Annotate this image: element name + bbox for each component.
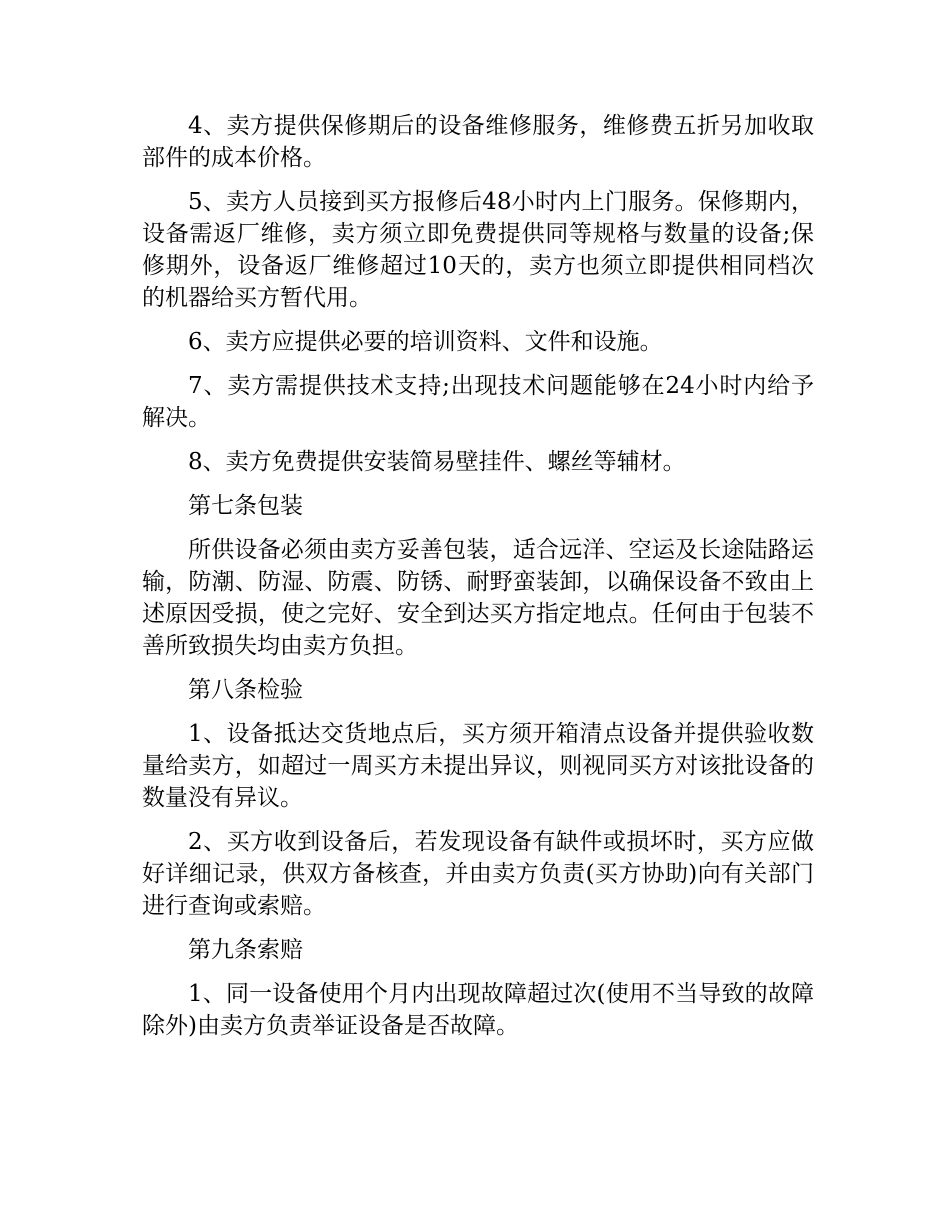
clause-8-installation-accessories: 8、卖方免费提供安装简易壁挂件、螺丝等辅材。 (188, 449, 686, 475)
clause-5-onsite-service: 5、卖方人员接到买方报修后48小时内上门服务。保修期内，设备需返厂维修，卖方须立即免费提供同等规格与数量的设备;保修期外，设备返厂维修超过10天的，卖方也须立即提供相同档次的机器给买方暂代用。 (142, 189, 814, 311)
article-7-heading: 第七条包装 (188, 493, 303, 519)
article-9-heading: 第九条索赔 (188, 937, 303, 963)
article-8-heading: 第八条检验 (188, 677, 303, 703)
document-page (142, 110, 814, 1054)
article-7-packaging-text: 所供设备必须由卖方妥善包装，适合远洋、空运及长途陆路运输，防潮、防湿、防震、防锈、耐野蛮装卸，以确保设备不致由上述原因受损，使之完好、安全到达买方指定地点。任何由于包装不善所致损失均由卖方负担。 (142, 537, 814, 659)
clause-6-training-materials: 6、卖方应提供必要的培训资料、文件和设施。 (188, 329, 663, 355)
clause-7-technical-support: 7、卖方需提供技术支持;出现技术问题能够在24小时内给予解决。 (142, 373, 814, 431)
article-8-clause-2: 2、买方收到设备后，若发现设备有缺件或损坏时，买方应做好详细记录，供双方备核查，并由卖方负责(买方协助)向有关部门进行查询或索赔。 (142, 829, 814, 919)
article-9-clause-1: 1、同一设备使用个月内出现故障超过次(使用不当导致的故障除外)由卖方负责举证设备是否故障。 (142, 981, 814, 1039)
clause-4-after-warranty-repair: 4、卖方提供保修期后的设备维修服务，维修费五折另加收取部件的成本价格。 (142, 113, 814, 171)
article-8-clause-1: 1、设备抵达交货地点后，买方须开箱清点设备并提供验收数量给卖方，如超过一周买方未提出异议，则视同买方对该批设备的数量没有异议。 (142, 721, 814, 811)
